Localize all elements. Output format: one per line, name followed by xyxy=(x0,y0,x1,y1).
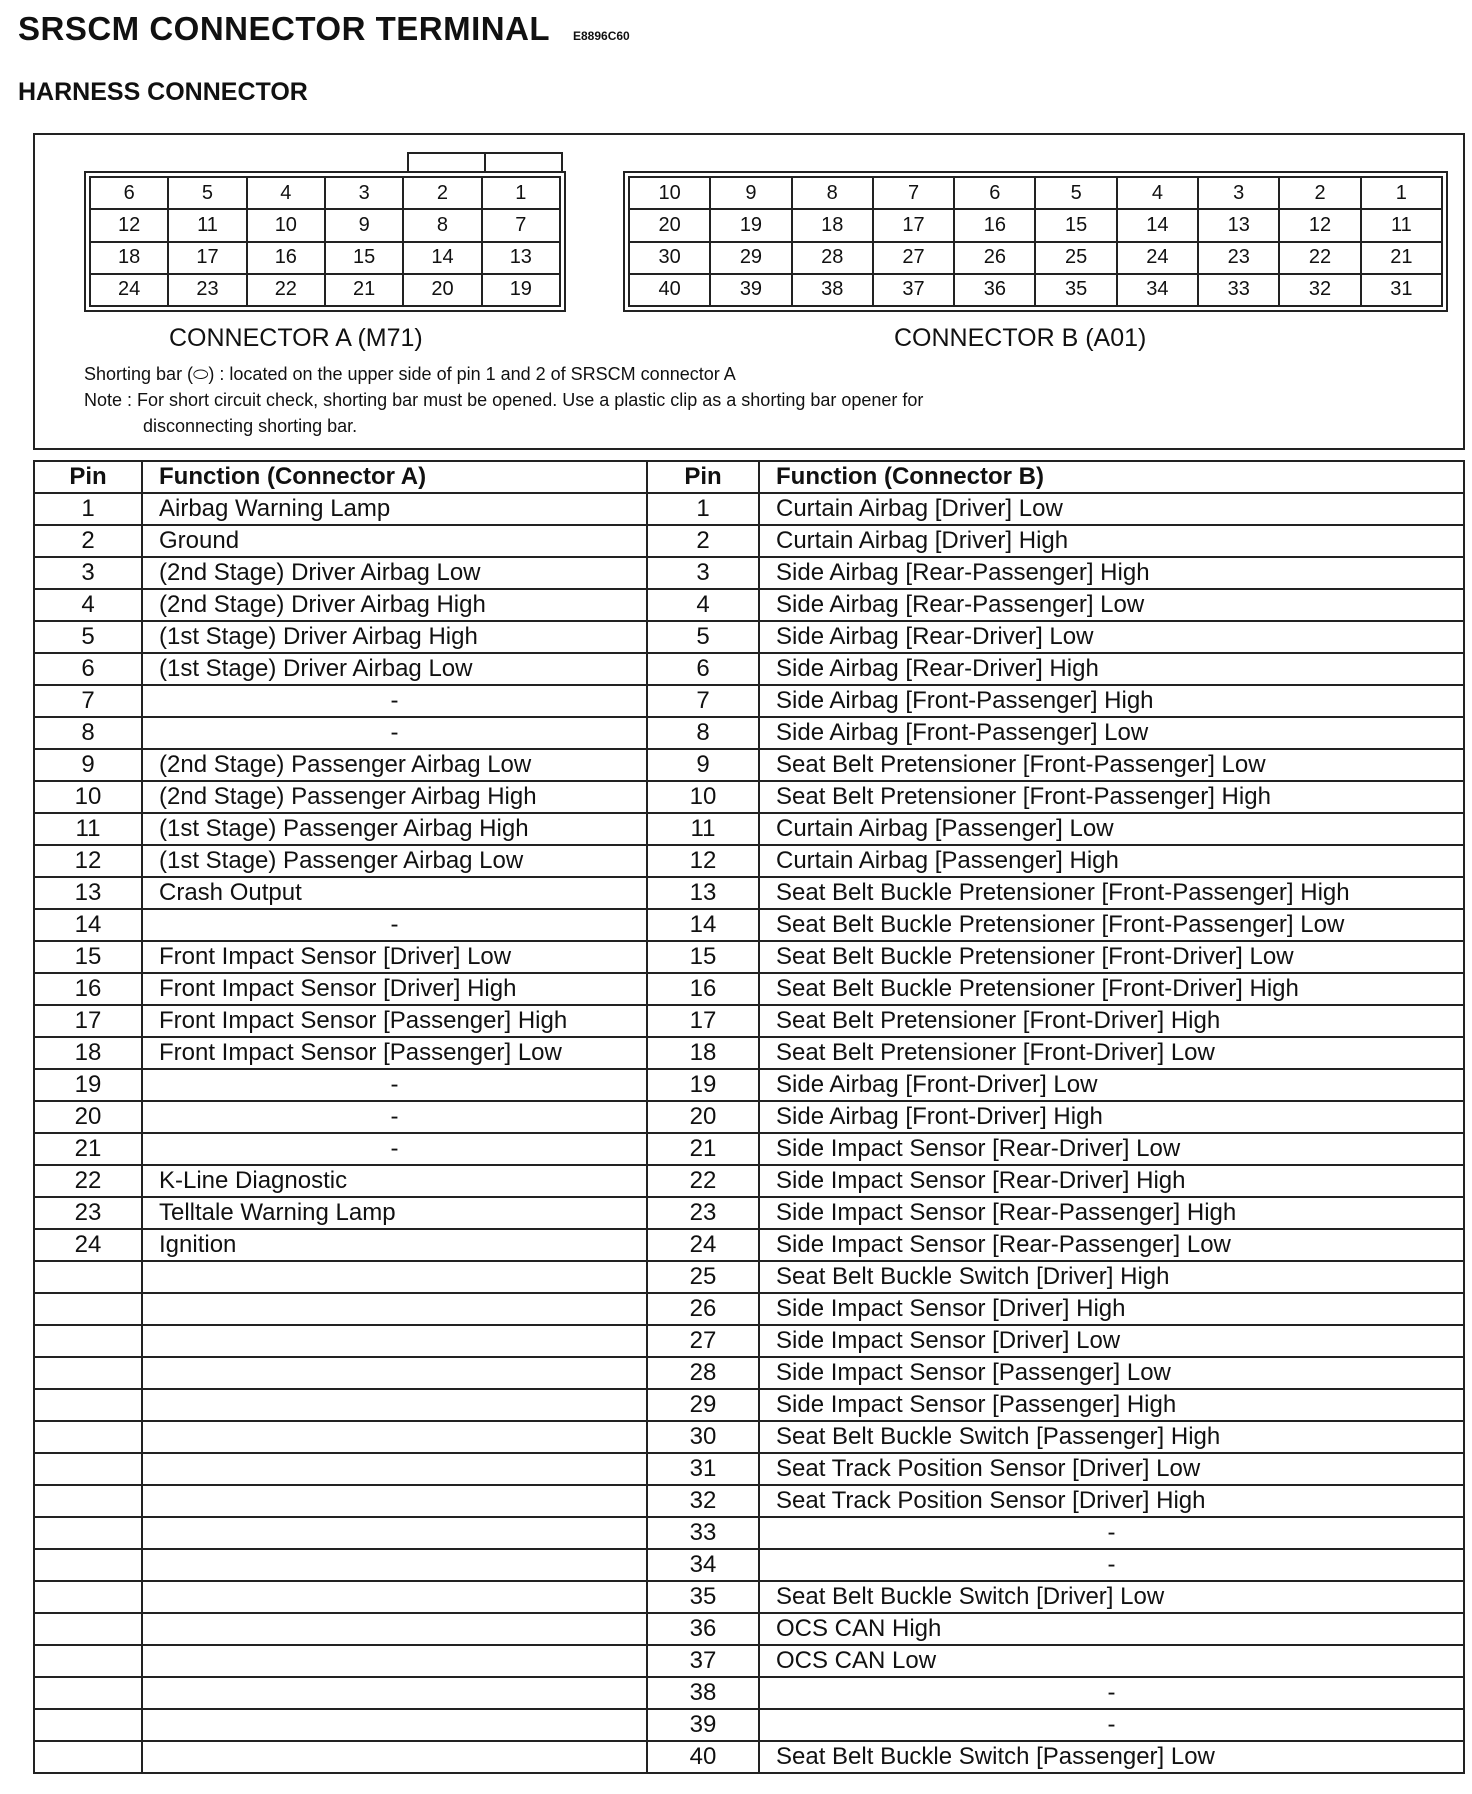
pin-b-cell: 24 xyxy=(647,1229,759,1261)
connector-b-pin-cell: 39 xyxy=(710,274,791,306)
connector-b-pin-cell: 40 xyxy=(629,274,710,306)
pin-a-cell: 1 xyxy=(34,493,142,525)
table-row xyxy=(34,525,1464,557)
pin-a-cell xyxy=(34,1613,142,1645)
header-function-b: Function (Connector B) xyxy=(759,461,1464,493)
pin-a-cell: 14 xyxy=(34,909,142,941)
table-row xyxy=(34,941,1464,973)
pin-a-cell: 11 xyxy=(34,813,142,845)
pin-a-cell: 18 xyxy=(34,1037,142,1069)
function-a-cell xyxy=(142,1517,647,1549)
function-b-cell: OCS CAN High xyxy=(759,1613,1464,1645)
table-row xyxy=(34,621,1464,653)
pin-b-cell: 17 xyxy=(647,1005,759,1037)
connector-a-pin-cell: 12 xyxy=(90,209,168,241)
connector-b-label: CONNECTOR B (A01) xyxy=(894,324,1147,352)
table-row xyxy=(34,1741,1464,1773)
connector-b-pin-cell: 21 xyxy=(1361,242,1442,274)
function-b-cell: Curtain Airbag [Driver] High xyxy=(759,525,1464,557)
table-row xyxy=(34,1357,1464,1389)
connector-b-row xyxy=(629,209,1442,241)
function-a-cell xyxy=(142,1293,647,1325)
connector-b-row xyxy=(629,177,1442,209)
connector-b-pin-cell: 13 xyxy=(1198,209,1279,241)
connector-b-pin-cell: 10 xyxy=(629,177,710,209)
pin-b-cell: 22 xyxy=(647,1165,759,1197)
function-b-cell: - xyxy=(759,1709,1464,1741)
function-a-cell: - xyxy=(142,1133,647,1165)
function-b-cell: Side Impact Sensor [Rear-Driver] High xyxy=(759,1165,1464,1197)
function-a-cell: (2nd Stage) Driver Airbag Low xyxy=(142,557,647,589)
table-row xyxy=(34,781,1464,813)
table-row xyxy=(34,1517,1464,1549)
table-row xyxy=(34,1389,1464,1421)
table-row xyxy=(34,1293,1464,1325)
connector-a-pin-cell: 8 xyxy=(403,209,481,241)
pin-a-cell: 3 xyxy=(34,557,142,589)
function-b-cell: Seat Belt Buckle Switch [Passenger] Low xyxy=(759,1741,1464,1773)
pin-b-cell: 32 xyxy=(647,1485,759,1517)
connector-a-pin-cell: 22 xyxy=(247,274,325,306)
connector-b-row xyxy=(629,242,1442,274)
short-circuit-note: Note : For short circuit check, shorting bar must be opened. Use a plastic clip as a shorting bar opener for xyxy=(84,390,924,410)
pin-a-cell xyxy=(34,1677,142,1709)
function-a-cell xyxy=(142,1261,647,1293)
table-row xyxy=(34,589,1464,621)
table-header-row xyxy=(34,461,1464,493)
function-b-cell: Seat Belt Buckle Pretensioner [Front-Passenger] Low xyxy=(759,909,1464,941)
pin-b-cell: 31 xyxy=(647,1453,759,1485)
table-row xyxy=(34,749,1464,781)
function-a-cell: - xyxy=(142,1069,647,1101)
function-a-cell: (2nd Stage) Driver Airbag High xyxy=(142,589,647,621)
function-a-cell: Front Impact Sensor [Passenger] Low xyxy=(142,1037,647,1069)
function-a-cell: - xyxy=(142,1101,647,1133)
pin-a-cell: 4 xyxy=(34,589,142,621)
pin-b-cell: 33 xyxy=(647,1517,759,1549)
pin-b-cell: 4 xyxy=(647,589,759,621)
pin-a-cell xyxy=(34,1453,142,1485)
function-a-cell xyxy=(142,1421,647,1453)
connector-b-pin-cell: 33 xyxy=(1198,274,1279,306)
function-a-cell: Crash Output xyxy=(142,877,647,909)
connector-a-pin-cell: 15 xyxy=(325,242,403,274)
connector-b-row xyxy=(629,274,1442,306)
function-a-cell: - xyxy=(142,717,647,749)
table-row xyxy=(34,813,1464,845)
table-row xyxy=(34,557,1464,589)
pin-a-cell: 7 xyxy=(34,685,142,717)
connector-b-pin-cell: 38 xyxy=(792,274,873,306)
function-b-cell: Side Airbag [Front-Driver] High xyxy=(759,1101,1464,1133)
connector-a-pin-cell: 17 xyxy=(168,242,246,274)
connector-a-pin-cell: 23 xyxy=(168,274,246,306)
connector-b-pin-cell: 12 xyxy=(1279,209,1360,241)
pin-b-cell: 37 xyxy=(647,1645,759,1677)
pin-b-cell: 18 xyxy=(647,1037,759,1069)
table-row xyxy=(34,1613,1464,1645)
function-a-cell: Front Impact Sensor [Passenger] High xyxy=(142,1005,647,1037)
pin-b-cell: 14 xyxy=(647,909,759,941)
connector-b-pin-cell: 20 xyxy=(629,209,710,241)
connector-a-pin-grid xyxy=(84,171,566,312)
pin-a-cell xyxy=(34,1741,142,1773)
function-a-cell xyxy=(142,1741,647,1773)
pin-a-cell: 19 xyxy=(34,1069,142,1101)
page-title: SRSCM CONNECTOR TERMINAL xyxy=(18,10,551,47)
connector-b-pin-cell: 27 xyxy=(873,242,954,274)
connector-a-pin-cell: 3 xyxy=(325,177,403,209)
pin-a-cell xyxy=(34,1421,142,1453)
table-row xyxy=(34,973,1464,1005)
table-row xyxy=(34,1421,1464,1453)
pin-b-cell: 13 xyxy=(647,877,759,909)
function-b-cell: Seat Belt Buckle Switch [Driver] High xyxy=(759,1261,1464,1293)
pin-b-cell: 29 xyxy=(647,1389,759,1421)
function-b-cell: Curtain Airbag [Driver] Low xyxy=(759,493,1464,525)
pin-function-table xyxy=(33,460,1465,1774)
table-row xyxy=(34,1549,1464,1581)
pin-a-cell: 2 xyxy=(34,525,142,557)
function-b-cell: Side Airbag [Front-Driver] Low xyxy=(759,1069,1464,1101)
function-b-cell: Seat Belt Pretensioner [Front-Driver] Low xyxy=(759,1037,1464,1069)
connector-b-pin-cell: 6 xyxy=(954,177,1035,209)
pin-a-cell xyxy=(34,1261,142,1293)
connector-b-pin-cell: 5 xyxy=(1035,177,1116,209)
pin-b-cell: 38 xyxy=(647,1677,759,1709)
connector-b-pin-cell: 7 xyxy=(873,177,954,209)
connector-b-pin-cell: 35 xyxy=(1035,274,1116,306)
connector-a-pin-cell: 14 xyxy=(403,242,481,274)
function-a-cell xyxy=(142,1485,647,1517)
table-row xyxy=(34,1453,1464,1485)
pin-b-cell: 1 xyxy=(647,493,759,525)
connector-a-pin-cell: 6 xyxy=(90,177,168,209)
pin-b-cell: 39 xyxy=(647,1709,759,1741)
pin-b-cell: 5 xyxy=(647,621,759,653)
pin-b-cell: 35 xyxy=(647,1581,759,1613)
pin-a-cell: 13 xyxy=(34,877,142,909)
connector-b-pin-cell: 37 xyxy=(873,274,954,306)
function-b-cell: Curtain Airbag [Passenger] High xyxy=(759,845,1464,877)
table-row xyxy=(34,1069,1464,1101)
pin-b-cell: 6 xyxy=(647,653,759,685)
pin-a-cell xyxy=(34,1293,142,1325)
connector-a-pin-cell: 16 xyxy=(247,242,325,274)
function-b-cell: Curtain Airbag [Passenger] Low xyxy=(759,813,1464,845)
function-b-cell: Seat Belt Pretensioner [Front-Passenger] High xyxy=(759,781,1464,813)
table-row xyxy=(34,1485,1464,1517)
connector-a-pin-cell: 9 xyxy=(325,209,403,241)
table-row xyxy=(34,909,1464,941)
table-row xyxy=(34,1165,1464,1197)
function-b-cell: Seat Belt Buckle Pretensioner [Front-Driver] Low xyxy=(759,941,1464,973)
connector-a-pin-cell: 5 xyxy=(168,177,246,209)
function-b-cell: Seat Belt Buckle Switch [Driver] Low xyxy=(759,1581,1464,1613)
function-b-cell: Side Airbag [Rear-Passenger] Low xyxy=(759,589,1464,621)
header-pin-b: Pin xyxy=(647,461,759,493)
connector-a-pin-cell: 1 xyxy=(482,177,560,209)
table-row xyxy=(34,717,1464,749)
pin-b-cell: 23 xyxy=(647,1197,759,1229)
pin-b-cell: 30 xyxy=(647,1421,759,1453)
connector-a-pin-cell: 11 xyxy=(168,209,246,241)
function-b-cell: Seat Belt Buckle Pretensioner [Front-Passenger] High xyxy=(759,877,1464,909)
connector-b-pin-cell: 32 xyxy=(1279,274,1360,306)
connector-b-pin-cell: 25 xyxy=(1035,242,1116,274)
function-a-cell xyxy=(142,1453,647,1485)
pin-a-cell: 9 xyxy=(34,749,142,781)
function-a-cell: - xyxy=(142,909,647,941)
pin-b-cell: 12 xyxy=(647,845,759,877)
connector-a-row xyxy=(90,177,560,209)
pin-a-cell xyxy=(34,1389,142,1421)
connector-a-pin-cell: 10 xyxy=(247,209,325,241)
table-row xyxy=(34,1133,1464,1165)
pin-a-cell xyxy=(34,1485,142,1517)
pin-a-cell: 6 xyxy=(34,653,142,685)
function-a-cell xyxy=(142,1677,647,1709)
connector-b-pin-cell: 2 xyxy=(1279,177,1360,209)
connector-a-row xyxy=(90,209,560,241)
table-row xyxy=(34,1229,1464,1261)
table-row xyxy=(34,493,1464,525)
connector-b-pin-cell: 23 xyxy=(1198,242,1279,274)
function-b-cell: Seat Belt Buckle Switch [Passenger] High xyxy=(759,1421,1464,1453)
connector-a-pin-cell: 20 xyxy=(403,274,481,306)
pin-b-cell: 25 xyxy=(647,1261,759,1293)
function-b-cell: OCS CAN Low xyxy=(759,1645,1464,1677)
function-a-cell xyxy=(142,1581,647,1613)
connector-b-pin-cell: 11 xyxy=(1361,209,1442,241)
pin-b-cell: 20 xyxy=(647,1101,759,1133)
pin-a-cell: 22 xyxy=(34,1165,142,1197)
function-b-cell: Side Impact Sensor [Rear-Passenger] High xyxy=(759,1197,1464,1229)
connector-a-pin-cell: 24 xyxy=(90,274,168,306)
pin-b-cell: 40 xyxy=(647,1741,759,1773)
pin-b-cell: 15 xyxy=(647,941,759,973)
pin-a-cell xyxy=(34,1581,142,1613)
pin-a-cell: 12 xyxy=(34,845,142,877)
pin-a-cell: 23 xyxy=(34,1197,142,1229)
table-row xyxy=(34,653,1464,685)
function-a-cell: (1st Stage) Driver Airbag Low xyxy=(142,653,647,685)
connector-b-pin-cell: 18 xyxy=(792,209,873,241)
table-row xyxy=(34,1325,1464,1357)
pin-b-cell: 21 xyxy=(647,1133,759,1165)
pin-b-cell: 34 xyxy=(647,1549,759,1581)
pin-a-cell: 24 xyxy=(34,1229,142,1261)
pin-b-cell: 27 xyxy=(647,1325,759,1357)
function-a-cell: K-Line Diagnostic xyxy=(142,1165,647,1197)
function-b-cell: Side Impact Sensor [Passenger] High xyxy=(759,1389,1464,1421)
connector-b-pin-cell: 19 xyxy=(710,209,791,241)
connector-a-pin-cell: 13 xyxy=(482,242,560,274)
connector-a-row xyxy=(90,242,560,274)
function-b-cell: Seat Belt Pretensioner [Front-Driver] High xyxy=(759,1005,1464,1037)
function-a-cell: (1st Stage) Passenger Airbag Low xyxy=(142,845,647,877)
connector-a-pin-cell: 2 xyxy=(403,177,481,209)
connector-b-pin-grid xyxy=(623,171,1448,312)
header-function-a: Function (Connector A) xyxy=(142,461,647,493)
pin-a-cell: 17 xyxy=(34,1005,142,1037)
connector-b-pin-cell: 22 xyxy=(1279,242,1360,274)
function-b-cell: Side Impact Sensor [Driver] Low xyxy=(759,1325,1464,1357)
connector-diagram xyxy=(33,133,1465,450)
function-a-cell: - xyxy=(142,685,647,717)
pin-b-cell: 26 xyxy=(647,1293,759,1325)
table-row xyxy=(34,1677,1464,1709)
function-b-cell: Side Impact Sensor [Rear-Driver] Low xyxy=(759,1133,1464,1165)
pin-b-cell: 16 xyxy=(647,973,759,1005)
pin-a-cell: 20 xyxy=(34,1101,142,1133)
pin-a-cell: 16 xyxy=(34,973,142,1005)
function-a-cell xyxy=(142,1613,647,1645)
connector-b-pin-cell: 31 xyxy=(1361,274,1442,306)
pin-b-cell: 7 xyxy=(647,685,759,717)
connector-a-pin-cell: 7 xyxy=(482,209,560,241)
table-row xyxy=(34,1261,1464,1293)
connector-b-pin-cell: 34 xyxy=(1117,274,1198,306)
pin-b-cell: 28 xyxy=(647,1357,759,1389)
pin-a-cell: 8 xyxy=(34,717,142,749)
function-b-cell: Side Airbag [Rear-Driver] High xyxy=(759,653,1464,685)
shorting-bar-indicator xyxy=(407,152,563,173)
table-row xyxy=(34,1005,1464,1037)
function-a-cell: (1st Stage) Passenger Airbag High xyxy=(142,813,647,845)
connector-b-pin-cell: 24 xyxy=(1117,242,1198,274)
connector-a-pin-cell: 4 xyxy=(247,177,325,209)
function-a-cell: Front Impact Sensor [Driver] Low xyxy=(142,941,647,973)
header-pin-a: Pin xyxy=(34,461,142,493)
pin-a-cell xyxy=(34,1357,142,1389)
function-b-cell: Side Airbag [Front-Passenger] Low xyxy=(759,717,1464,749)
table-row xyxy=(34,1101,1464,1133)
section-title: HARNESS CONNECTOR xyxy=(18,78,308,106)
connector-b-pin-cell: 30 xyxy=(629,242,710,274)
function-b-cell: Side Impact Sensor [Rear-Passenger] Low xyxy=(759,1229,1464,1261)
pin-a-cell xyxy=(34,1709,142,1741)
pin-a-cell xyxy=(34,1549,142,1581)
pin-a-cell: 21 xyxy=(34,1133,142,1165)
connector-b-pin-cell: 4 xyxy=(1117,177,1198,209)
function-a-cell xyxy=(142,1645,647,1677)
function-b-cell: Seat Track Position Sensor [Driver] Low xyxy=(759,1453,1464,1485)
function-b-cell: Side Impact Sensor [Passenger] Low xyxy=(759,1357,1464,1389)
pin-a-cell xyxy=(34,1325,142,1357)
pin-a-cell xyxy=(34,1645,142,1677)
function-a-cell xyxy=(142,1389,647,1421)
connector-a-pin-cell: 19 xyxy=(482,274,560,306)
document-code: E8896C60 xyxy=(573,29,630,43)
pin-b-cell: 10 xyxy=(647,781,759,813)
table-row xyxy=(34,685,1464,717)
connector-b-pin-cell: 1 xyxy=(1361,177,1442,209)
function-a-cell: Ground xyxy=(142,525,647,557)
table-row xyxy=(34,1581,1464,1613)
function-b-cell: - xyxy=(759,1549,1464,1581)
short-circuit-note-continued: disconnecting shorting bar. xyxy=(143,416,358,436)
function-a-cell xyxy=(142,1709,647,1741)
pin-b-cell: 3 xyxy=(647,557,759,589)
table-row xyxy=(34,1197,1464,1229)
table-row xyxy=(34,1645,1464,1677)
table-row xyxy=(34,845,1464,877)
connector-b-pin-cell: 26 xyxy=(954,242,1035,274)
connector-b-pin-cell: 14 xyxy=(1117,209,1198,241)
pin-b-cell: 9 xyxy=(647,749,759,781)
pin-b-cell: 2 xyxy=(647,525,759,557)
function-b-cell: Seat Belt Pretensioner [Front-Passenger] Low xyxy=(759,749,1464,781)
pin-a-cell: 5 xyxy=(34,621,142,653)
connector-b-pin-cell: 8 xyxy=(792,177,873,209)
connector-b-pin-cell: 36 xyxy=(954,274,1035,306)
pin-b-cell: 11 xyxy=(647,813,759,845)
function-b-cell: Side Impact Sensor [Driver] High xyxy=(759,1293,1464,1325)
function-a-cell: Front Impact Sensor [Driver] High xyxy=(142,973,647,1005)
connector-b-pin-cell: 17 xyxy=(873,209,954,241)
function-a-cell: (2nd Stage) Passenger Airbag Low xyxy=(142,749,647,781)
function-a-cell: Airbag Warning Lamp xyxy=(142,493,647,525)
connector-a-pin-cell: 21 xyxy=(325,274,403,306)
pin-a-cell xyxy=(34,1517,142,1549)
connector-b-pin-cell: 29 xyxy=(710,242,791,274)
table-row xyxy=(34,877,1464,909)
function-a-cell xyxy=(142,1325,647,1357)
function-b-cell: - xyxy=(759,1677,1464,1709)
pin-b-cell: 36 xyxy=(647,1613,759,1645)
connector-a-label: CONNECTOR A (M71) xyxy=(169,324,423,352)
function-b-cell: Side Airbag [Rear-Passenger] High xyxy=(759,557,1464,589)
table-row xyxy=(34,1037,1464,1069)
connector-a-pin-cell: 18 xyxy=(90,242,168,274)
connector-b-pin-cell: 28 xyxy=(792,242,873,274)
shorting-bar-note: Shorting bar (⬭) : located on the upper side of pin 1 and 2 of SRSCM connector A xyxy=(84,364,736,384)
function-a-cell: (1st Stage) Driver Airbag High xyxy=(142,621,647,653)
pin-b-cell: 8 xyxy=(647,717,759,749)
pin-b-cell: 19 xyxy=(647,1069,759,1101)
connector-b-pin-cell: 9 xyxy=(710,177,791,209)
pin-a-cell: 15 xyxy=(34,941,142,973)
connector-b-pin-cell: 3 xyxy=(1198,177,1279,209)
connector-b-pin-cell: 15 xyxy=(1035,209,1116,241)
function-a-cell: (2nd Stage) Passenger Airbag High xyxy=(142,781,647,813)
function-a-cell: Ignition xyxy=(142,1229,647,1261)
function-b-cell: Side Airbag [Rear-Driver] Low xyxy=(759,621,1464,653)
pin-a-cell: 10 xyxy=(34,781,142,813)
connector-a-row xyxy=(90,274,560,306)
function-b-cell: Seat Track Position Sensor [Driver] High xyxy=(759,1485,1464,1517)
function-b-cell: Side Airbag [Front-Passenger] High xyxy=(759,685,1464,717)
function-b-cell: - xyxy=(759,1517,1464,1549)
function-a-cell: Telltale Warning Lamp xyxy=(142,1197,647,1229)
function-a-cell xyxy=(142,1357,647,1389)
table-row xyxy=(34,1709,1464,1741)
function-a-cell xyxy=(142,1549,647,1581)
connector-b-pin-cell: 16 xyxy=(954,209,1035,241)
function-b-cell: Seat Belt Buckle Pretensioner [Front-Driver] High xyxy=(759,973,1464,1005)
